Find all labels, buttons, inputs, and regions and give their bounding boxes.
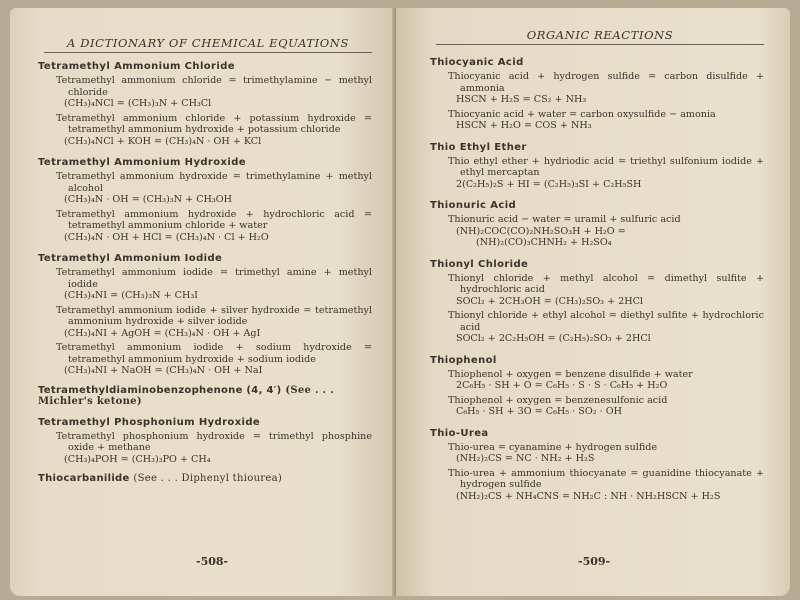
- note-see: (See . . . Diphenyl thiourea): [133, 473, 283, 484]
- reaction-description: Thio-urea + ammonium thiocyanate = guanidine thiocyanate + hydrogen sulfide: [448, 467, 764, 490]
- note-see: (See . . . Michler's ketone): [38, 384, 334, 407]
- reaction-description: Tetramethyl ammonium hydroxide + hydrochloric acid = tetramethyl ammonium chloride + water: [56, 208, 372, 231]
- left-page-number: -508-: [196, 555, 229, 568]
- reaction-block: [436, 156, 764, 191]
- reaction-description: Thionuric acid − water = uramil + sulfuric acid: [448, 214, 681, 225]
- reaction-description: Thiocyanic acid + hydrogen sulfide = carbon disulfide + ammonia: [448, 71, 764, 94]
- left-running-header: A DICTIONARY OF CHEMICAL EQUATIONS: [44, 36, 372, 53]
- reaction-equation: (CH₃)₄POH = (CH₃)₃PO + CH₄: [64, 453, 211, 465]
- entry-title: Tetramethyl Ammonium Iodide: [38, 253, 223, 264]
- left-page: [10, 8, 394, 596]
- reaction-equation: 2(C₂H₅)₂S + HI = (C₂H₅)₃SI + C₂H₅SH: [456, 178, 642, 190]
- reaction-equation: HSCN + H₂S = CS₂ + NH₃: [456, 94, 587, 105]
- reaction-description: Thio-urea = cyanamine + hydrogen sulfide: [448, 441, 658, 453]
- note-title: Tetramethyldiaminobenzophenone (4, 4′): [38, 384, 282, 396]
- reaction-block: [44, 267, 372, 302]
- reaction-block: [436, 71, 764, 106]
- entry-title: Tetramethyl Ammonium Chloride: [38, 61, 235, 72]
- cross-reference-note: [38, 385, 372, 407]
- reaction-description: Tetramethyl ammonium iodide + silver hydroxide = tetramethyl ammonium hydroxide + silver iodide: [56, 304, 372, 327]
- entry-title: Thiophenol: [430, 354, 497, 366]
- reaction-block: [436, 442, 764, 465]
- reaction-equation: (CH₃)₄NI + AgOH = (CH₃)₄N · OH + AgI: [64, 327, 261, 339]
- entry-title: Thio-Urea: [430, 427, 489, 439]
- entry-title: Thionuric Acid: [430, 200, 517, 211]
- reaction-description: Thiophenol + oxygen = benzenesulfonic acid: [448, 394, 668, 406]
- reaction-description: Tetramethyl ammonium chloride = trimethylamine − methyl chloride: [56, 75, 372, 98]
- right-running-header: ORGANIC REACTIONS: [436, 28, 764, 45]
- reaction-description: Thionyl chloride + methyl alcohol = dimethyl sulfite + hydrochloric acid: [448, 272, 764, 295]
- reaction-equation: (NH)₂COC(CO)₂NH₂SO₃H + H₂O =: [456, 225, 626, 237]
- reaction-equation: SOCl₂ + 2CH₃OH = (CH₃)₂SO₃ + 2HCl: [456, 295, 644, 307]
- reaction-block: [436, 214, 764, 249]
- reaction-block: [44, 171, 372, 206]
- left-entries: [38, 61, 372, 377]
- reaction-equation: (CH₃)₄NCl = (CH₃)₃N + CH₃Cl: [64, 98, 212, 109]
- reaction-block: [44, 209, 372, 244]
- reaction-block: [44, 431, 372, 466]
- reaction-block: [436, 109, 764, 132]
- reaction-block: [44, 75, 372, 110]
- reaction-equation: (NH₂)₂CS = NC · NH₂ + H₂S: [456, 453, 595, 464]
- reaction-equation: (CH₃)₄NI + NaOH = (CH₃)₄N · OH + NaI: [64, 365, 263, 376]
- reaction-description: Tetramethyl ammonium hydroxide = trimethylamine + methyl alcohol: [56, 171, 372, 194]
- reaction-description: Tetramethyl phosphonium hydroxide = trimethyl phosphine oxide + methane: [56, 430, 372, 453]
- reaction-description: Tetramethyl ammonium iodide + sodium hydroxide = tetramethyl ammonium hydroxide + sodium iodide: [56, 342, 372, 365]
- entry-title: Thio Ethyl Ether: [430, 141, 527, 153]
- reaction-equation: (NH₂)₂CS + NH₄CNS = NH₂C : NH · NH₂HSCN + H₂S: [456, 490, 721, 502]
- reaction-equation: (CH₃)₄N · OH = (CH₃)₃N + CH₃OH: [64, 194, 232, 205]
- reaction-equation: 2C₆H₅ · SH + O = C₆H₅ · S · S · C₆H₅ + H₂O: [456, 380, 668, 391]
- entry-title: Tetramethyl Phosphonium Hydroxide: [38, 416, 261, 428]
- reaction-equation: C₆H₅ · SH + 3O = C₆H₅ · SO₂ · OH: [456, 406, 622, 417]
- reaction-description: Tetramethyl ammonium chloride + potassium hydroxide = tetramethyl ammonium hydroxide + potassium chloride: [56, 112, 372, 135]
- reaction-description: Thio ethyl ether + hydriodic acid = triethyl sulfonium iodide + ethyl mercaptan: [448, 155, 764, 178]
- reaction-block: [44, 305, 372, 340]
- reaction-block: [436, 273, 764, 308]
- reaction-equation: HSCN + H₂O = COS + NH₃: [456, 120, 592, 131]
- reaction-equation: (CH₃)₄NI = (CH₃)₃N + CH₃I: [64, 290, 198, 301]
- reaction-block: [44, 113, 372, 148]
- reaction-equation: SOCl₂ + 2C₂H₅OH = (C₂H₅)₂SO₃ + 2HCl: [456, 333, 651, 344]
- entry-title: Thiocyanic Acid: [430, 57, 524, 68]
- reaction-description: Thiophenol + oxygen = benzene disulfide + water: [448, 368, 693, 380]
- reaction-block: [436, 310, 764, 345]
- right-page-number: -509-: [578, 555, 611, 568]
- right-page: [396, 8, 790, 596]
- reaction-block: [44, 342, 372, 377]
- entry-title: Tetramethyl Ammonium Hydroxide: [38, 157, 246, 168]
- reaction-description: Thiocyanic acid + water = carbon oxysulfide − amonia: [448, 108, 716, 120]
- entry-title: Thionyl Chloride: [430, 258, 529, 270]
- reaction-description: Thionyl chloride + ethyl alcohol = diethyl sulfite + hydrochloric acid: [448, 310, 764, 333]
- reaction-description: Tetramethyl ammonium iodide = trimethyl amine + methyl iodide: [56, 267, 372, 290]
- cross-reference-note: [38, 473, 372, 484]
- right-entries: [430, 57, 764, 502]
- reaction-block: [436, 468, 764, 503]
- reaction-equation: (NH)₂(CO)₃CHNH₂ + H₂SO₄: [476, 237, 612, 248]
- reaction-equation: (CH₃)₄NCl + KOH = (CH₃)₄N · OH + KCl: [64, 135, 262, 147]
- reaction-block: [436, 369, 764, 392]
- note-title: Thiocarbanilide: [38, 473, 130, 484]
- reaction-block: [436, 395, 764, 418]
- reaction-equation: (CH₃)₄N · OH + HCl = (CH₃)₄N · Cl + H₂O: [64, 231, 269, 243]
